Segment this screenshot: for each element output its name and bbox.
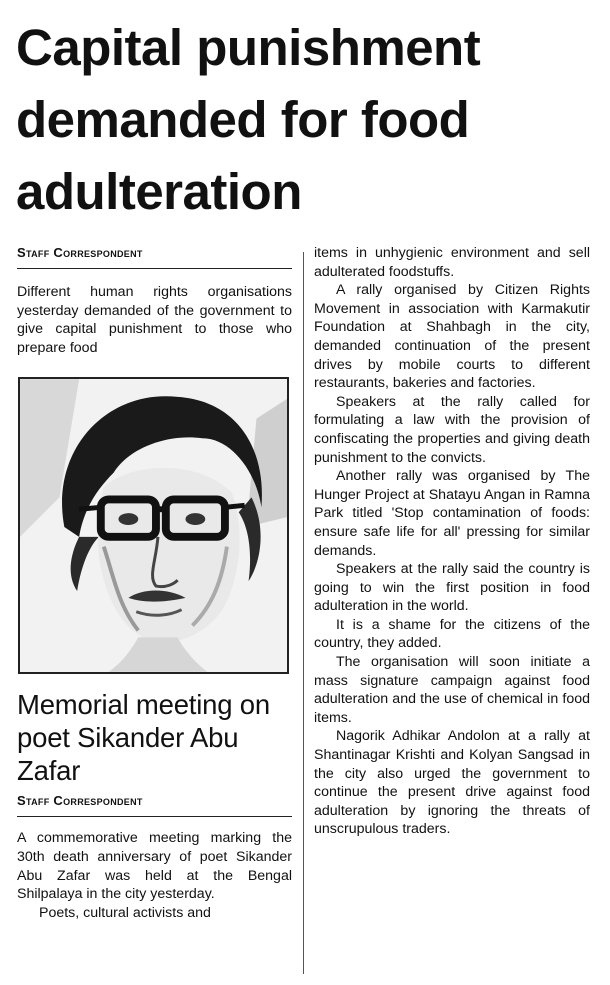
body-paragraph: Speakers at the rally called for formulating a law with the provision of confiscating the properties and giving death punishment to the convicts. bbox=[314, 393, 590, 466]
body-paragraph: It is a shame for the citizens of the country, they added. bbox=[314, 616, 590, 652]
lead-paragraph: Different human rights organisations yesterday demanded of the government to give capital punishment to those who prepare food bbox=[17, 284, 292, 356]
body-paragraph: The organisation will soon initiate a mass signature campaign against food adulteration and the use of chemical in food items. bbox=[314, 654, 590, 726]
right-column bbox=[314, 244, 590, 839]
poet-portrait-sketch-icon bbox=[18, 377, 289, 674]
body-paragraph: Another rally was organised by The Hunger Project at Shatayu Angan in Ramna Park titled 'Stop contamination of foods: ensure safe life for all' pressing for similar demands. bbox=[314, 468, 590, 559]
body-paragraph: items in unhygienic environment and sell adulterated foodstuffs. bbox=[314, 245, 590, 280]
byline: Staff Correspondent bbox=[17, 245, 143, 260]
left-column bbox=[17, 245, 292, 922]
memorial-paragraph: Poets, cultural activists and bbox=[39, 904, 211, 921]
body-paragraph: Speakers at the rally said the country is going to win the first position in food adulteration in the world. bbox=[314, 561, 590, 615]
article-body-continued bbox=[314, 244, 590, 839]
memorial-byline-rule bbox=[17, 816, 292, 817]
memorial-paragraph: A commemorative meeting marking the 30th death anniversary of poet Sikander Abu Zafar was held at the Bengal Shilpalaya in the city yesterday. bbox=[17, 830, 292, 903]
main-headline: Capital punishment demanded for food adulteration bbox=[16, 19, 481, 220]
body-paragraph: Nagorik Adhikar Andolon at a rally at Shantinagar Krishti and Kolyan Sangsad in the city also urged the government to continue the present drive against food adulteration by ignoring the threats of unscrupulous traders. bbox=[314, 728, 590, 838]
memorial-headline: Memorial meeting on poet Sikander Abu Zafar bbox=[17, 689, 270, 787]
column-divider bbox=[303, 252, 304, 974]
body-paragraph: A rally organised by Citizen Rights Movement in association with Karmakutir Foundation at Shahbagh in the city, demanded continuation of the present drives by mobile courts to different restaurants, bakeries and factories. bbox=[314, 282, 590, 392]
memorial-byline: Staff Correspondent bbox=[17, 793, 143, 809]
memorial-body bbox=[17, 829, 292, 922]
byline-rule bbox=[17, 268, 292, 269]
